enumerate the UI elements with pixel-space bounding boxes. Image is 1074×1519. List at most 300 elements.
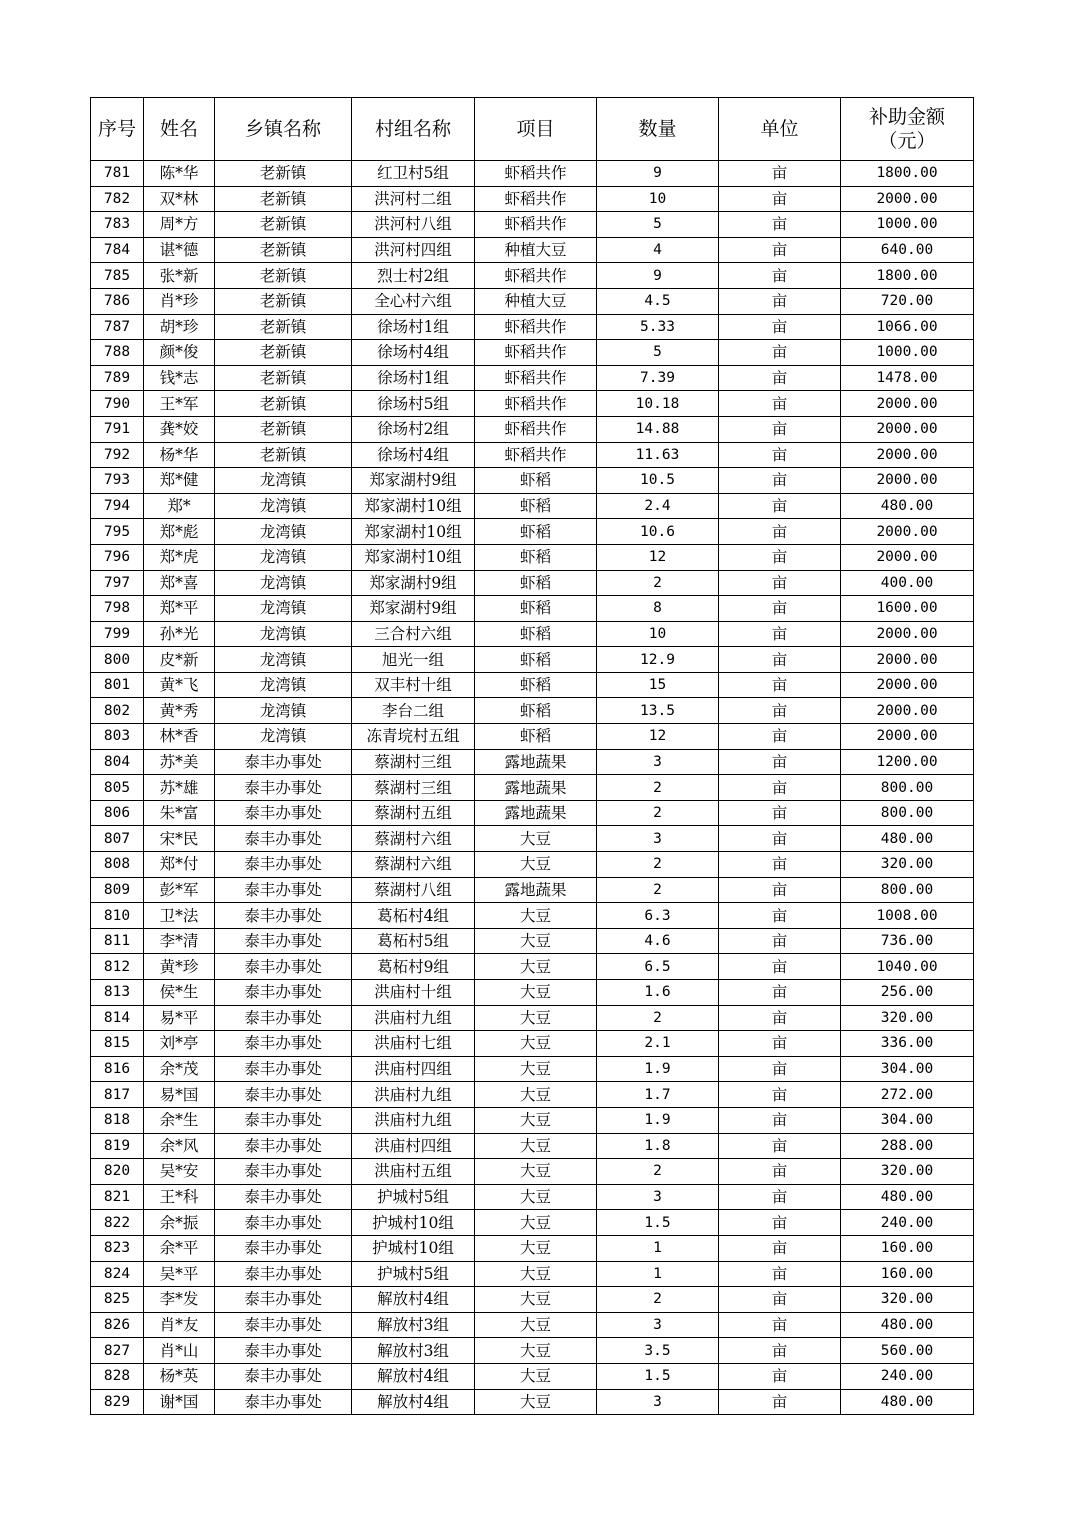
cell-index: 819 (91, 1133, 144, 1159)
cell-index: 782 (91, 186, 144, 212)
subsidy-sheet (90, 97, 974, 1415)
cell-village-group: 解放村3组 (352, 1338, 475, 1364)
table-row (91, 1312, 974, 1338)
table-row (91, 928, 974, 954)
cell-quantity: 2 (597, 1159, 719, 1185)
cell-village-group: 徐场村1组 (352, 365, 475, 391)
cell-town: 龙湾镇 (215, 621, 352, 647)
cell-quantity: 1.8 (597, 1133, 719, 1159)
cell-amount: 2000.00 (841, 391, 974, 417)
table-row (91, 903, 974, 929)
cell-quantity: 2 (597, 800, 719, 826)
cell-project: 大豆 (475, 1312, 597, 1338)
cell-town: 龙湾镇 (215, 724, 352, 750)
cell-quantity: 4 (597, 237, 719, 263)
cell-name: 宋*民 (144, 826, 215, 852)
cell-quantity: 8 (597, 596, 719, 622)
cell-village-group: 洪庙村四组 (352, 1056, 475, 1082)
header-project: 项目 (475, 98, 597, 161)
cell-village-group: 双丰村十组 (352, 672, 475, 698)
cell-village-group: 全心村六组 (352, 288, 475, 314)
cell-project: 虾稻共作 (475, 161, 597, 187)
cell-village-group: 蔡湖村八组 (352, 877, 475, 903)
cell-quantity: 3 (597, 1184, 719, 1210)
cell-index: 826 (91, 1312, 144, 1338)
cell-name: 郑*彪 (144, 519, 215, 545)
cell-village-group: 徐场村4组 (352, 442, 475, 468)
cell-village-group: 徐场村5组 (352, 391, 475, 417)
cell-quantity: 2 (597, 852, 719, 878)
cell-quantity: 1.7 (597, 1082, 719, 1108)
cell-village-group: 护城村5组 (352, 1261, 475, 1287)
cell-index: 805 (91, 775, 144, 801)
cell-amount: 2000.00 (841, 468, 974, 494)
cell-quantity: 6.3 (597, 903, 719, 929)
cell-project: 大豆 (475, 1159, 597, 1185)
cell-project: 露地蔬果 (475, 749, 597, 775)
cell-amount: 160.00 (841, 1235, 974, 1261)
cell-village-group: 护城村10组 (352, 1210, 475, 1236)
cell-amount: 2000.00 (841, 621, 974, 647)
cell-project: 虾稻 (475, 698, 597, 724)
cell-unit: 亩 (719, 1082, 841, 1108)
cell-town: 龙湾镇 (215, 519, 352, 545)
cell-quantity: 10.5 (597, 468, 719, 494)
cell-project: 虾稻 (475, 570, 597, 596)
cell-project: 虾稻共作 (475, 391, 597, 417)
cell-amount: 2000.00 (841, 698, 974, 724)
cell-village-group: 洪河村二组 (352, 186, 475, 212)
cell-unit: 亩 (719, 1159, 841, 1185)
cell-index: 829 (91, 1389, 144, 1415)
table-row (91, 544, 974, 570)
cell-amount: 1008.00 (841, 903, 974, 929)
cell-name: 周*方 (144, 212, 215, 238)
cell-village-group: 徐场村1组 (352, 314, 475, 340)
cell-name: 李*清 (144, 928, 215, 954)
table-row (91, 1082, 974, 1108)
cell-amount: 240.00 (841, 1210, 974, 1236)
cell-town: 泰丰办事处 (215, 1210, 352, 1236)
cell-index: 812 (91, 954, 144, 980)
cell-project: 大豆 (475, 1056, 597, 1082)
header-index: 序号 (91, 98, 144, 161)
cell-index: 799 (91, 621, 144, 647)
cell-quantity: 1.9 (597, 1056, 719, 1082)
cell-index: 813 (91, 980, 144, 1006)
cell-quantity: 1.9 (597, 1107, 719, 1133)
cell-index: 821 (91, 1184, 144, 1210)
table-row (91, 1287, 974, 1313)
header-subsidy-amount: 补助金额 （元） (841, 98, 974, 161)
cell-town: 泰丰办事处 (215, 903, 352, 929)
cell-project: 虾稻共作 (475, 186, 597, 212)
cell-unit: 亩 (719, 237, 841, 263)
cell-index: 796 (91, 544, 144, 570)
cell-amount: 320.00 (841, 852, 974, 878)
table-row (91, 365, 974, 391)
table-row (91, 1389, 974, 1415)
table-row (91, 263, 974, 289)
cell-name: 肖*珍 (144, 288, 215, 314)
cell-name: 余*生 (144, 1107, 215, 1133)
cell-name: 郑*喜 (144, 570, 215, 596)
cell-amount: 800.00 (841, 800, 974, 826)
cell-village-group: 解放村4组 (352, 1363, 475, 1389)
cell-index: 822 (91, 1210, 144, 1236)
cell-town: 泰丰办事处 (215, 1261, 352, 1287)
cell-unit: 亩 (719, 1056, 841, 1082)
cell-village-group: 旭光一组 (352, 647, 475, 673)
cell-unit: 亩 (719, 365, 841, 391)
cell-project: 大豆 (475, 1287, 597, 1313)
cell-index: 815 (91, 1031, 144, 1057)
table-row (91, 647, 974, 673)
cell-town: 龙湾镇 (215, 596, 352, 622)
cell-town: 老新镇 (215, 416, 352, 442)
cell-quantity: 5 (597, 212, 719, 238)
cell-index: 795 (91, 519, 144, 545)
table-row (91, 621, 974, 647)
cell-town: 老新镇 (215, 365, 352, 391)
cell-name: 郑*健 (144, 468, 215, 494)
cell-project: 大豆 (475, 1261, 597, 1287)
cell-quantity: 3 (597, 826, 719, 852)
cell-amount: 1200.00 (841, 749, 974, 775)
cell-quantity: 3 (597, 749, 719, 775)
cell-name: 余*茂 (144, 1056, 215, 1082)
cell-village-group: 解放村3组 (352, 1312, 475, 1338)
cell-name: 吴*平 (144, 1261, 215, 1287)
cell-quantity: 2 (597, 877, 719, 903)
cell-town: 龙湾镇 (215, 672, 352, 698)
cell-unit: 亩 (719, 468, 841, 494)
cell-name: 苏*美 (144, 749, 215, 775)
cell-village-group: 洪河村八组 (352, 212, 475, 238)
cell-name: 杨*英 (144, 1363, 215, 1389)
cell-project: 虾稻 (475, 544, 597, 570)
header-town: 乡镇名称 (215, 98, 352, 161)
cell-index: 814 (91, 1005, 144, 1031)
cell-amount: 736.00 (841, 928, 974, 954)
cell-amount: 640.00 (841, 237, 974, 263)
cell-town: 泰丰办事处 (215, 980, 352, 1006)
cell-index: 791 (91, 416, 144, 442)
cell-quantity: 10 (597, 621, 719, 647)
cell-unit: 亩 (719, 1107, 841, 1133)
cell-name: 刘*亭 (144, 1031, 215, 1057)
cell-index: 797 (91, 570, 144, 596)
cell-amount: 2000.00 (841, 724, 974, 750)
cell-amount: 1800.00 (841, 263, 974, 289)
cell-project: 虾稻共作 (475, 416, 597, 442)
cell-index: 785 (91, 263, 144, 289)
cell-village-group: 洪庙村九组 (352, 1082, 475, 1108)
cell-index: 827 (91, 1338, 144, 1364)
table-row (91, 1261, 974, 1287)
cell-index: 790 (91, 391, 144, 417)
cell-unit: 亩 (719, 724, 841, 750)
cell-village-group: 郑家湖村10组 (352, 493, 475, 519)
cell-quantity: 11.63 (597, 442, 719, 468)
cell-quantity: 13.5 (597, 698, 719, 724)
cell-name: 朱*富 (144, 800, 215, 826)
cell-name: 郑*虎 (144, 544, 215, 570)
cell-town: 龙湾镇 (215, 647, 352, 673)
cell-project: 大豆 (475, 1363, 597, 1389)
cell-amount: 1000.00 (841, 212, 974, 238)
table-row (91, 416, 974, 442)
cell-amount: 2000.00 (841, 672, 974, 698)
table-row (91, 954, 974, 980)
cell-town: 龙湾镇 (215, 570, 352, 596)
cell-project: 大豆 (475, 852, 597, 878)
cell-quantity: 4.6 (597, 928, 719, 954)
cell-quantity: 14.88 (597, 416, 719, 442)
cell-unit: 亩 (719, 314, 841, 340)
cell-unit: 亩 (719, 698, 841, 724)
cell-project: 虾稻共作 (475, 212, 597, 238)
cell-project: 大豆 (475, 1107, 597, 1133)
table-row (91, 391, 974, 417)
cell-town: 泰丰办事处 (215, 1159, 352, 1185)
cell-amount: 1040.00 (841, 954, 974, 980)
table-row (91, 519, 974, 545)
cell-village-group: 洪庙村四组 (352, 1133, 475, 1159)
cell-village-group: 洪庙村十组 (352, 980, 475, 1006)
cell-unit: 亩 (719, 1287, 841, 1313)
cell-amount: 1066.00 (841, 314, 974, 340)
cell-town: 老新镇 (215, 212, 352, 238)
table-row (91, 1056, 974, 1082)
cell-amount: 2000.00 (841, 416, 974, 442)
cell-index: 818 (91, 1107, 144, 1133)
cell-amount: 160.00 (841, 1261, 974, 1287)
cell-unit: 亩 (719, 903, 841, 929)
cell-project: 种植大豆 (475, 288, 597, 314)
cell-village-group: 护城村10组 (352, 1235, 475, 1261)
cell-quantity: 1.6 (597, 980, 719, 1006)
cell-town: 龙湾镇 (215, 544, 352, 570)
cell-amount: 240.00 (841, 1363, 974, 1389)
cell-village-group: 红卫村5组 (352, 161, 475, 187)
cell-index: 807 (91, 826, 144, 852)
cell-quantity: 7.39 (597, 365, 719, 391)
cell-project: 大豆 (475, 1210, 597, 1236)
cell-project: 露地蔬果 (475, 877, 597, 903)
cell-index: 809 (91, 877, 144, 903)
cell-unit: 亩 (719, 596, 841, 622)
cell-unit: 亩 (719, 340, 841, 366)
cell-quantity: 12.9 (597, 647, 719, 673)
cell-village-group: 蔡湖村三组 (352, 775, 475, 801)
cell-village-group: 护城村5组 (352, 1184, 475, 1210)
table-row (91, 852, 974, 878)
cell-name: 郑* (144, 493, 215, 519)
cell-name: 王*军 (144, 391, 215, 417)
table-row (91, 672, 974, 698)
cell-village-group: 徐场村2组 (352, 416, 475, 442)
cell-quantity: 2.4 (597, 493, 719, 519)
cell-unit: 亩 (719, 1363, 841, 1389)
table-row (91, 1133, 974, 1159)
cell-name: 杨*华 (144, 442, 215, 468)
cell-unit: 亩 (719, 544, 841, 570)
cell-village-group: 蔡湖村三组 (352, 749, 475, 775)
cell-village-group: 蔡湖村五组 (352, 800, 475, 826)
cell-name: 黄*秀 (144, 698, 215, 724)
table-row (91, 161, 974, 187)
cell-unit: 亩 (719, 1338, 841, 1364)
cell-village-group: 解放村4组 (352, 1287, 475, 1313)
table-row (91, 288, 974, 314)
cell-name: 谢*国 (144, 1389, 215, 1415)
cell-unit: 亩 (719, 186, 841, 212)
cell-name: 王*科 (144, 1184, 215, 1210)
cell-village-group: 洪庙村九组 (352, 1107, 475, 1133)
cell-village-group: 郑家湖村10组 (352, 544, 475, 570)
table-row (91, 698, 974, 724)
cell-name: 黄*珍 (144, 954, 215, 980)
cell-name: 双*林 (144, 186, 215, 212)
cell-index: 823 (91, 1235, 144, 1261)
cell-name: 易*国 (144, 1082, 215, 1108)
cell-amount: 2000.00 (841, 519, 974, 545)
cell-quantity: 9 (597, 263, 719, 289)
cell-name: 卫*法 (144, 903, 215, 929)
table-row (91, 775, 974, 801)
cell-index: 804 (91, 749, 144, 775)
cell-project: 虾稻 (475, 468, 597, 494)
cell-quantity: 2 (597, 570, 719, 596)
cell-quantity: 3 (597, 1389, 719, 1415)
cell-unit: 亩 (719, 877, 841, 903)
cell-town: 泰丰办事处 (215, 1235, 352, 1261)
cell-name: 张*新 (144, 263, 215, 289)
cell-village-group: 冻青垸村五组 (352, 724, 475, 750)
cell-unit: 亩 (719, 954, 841, 980)
cell-village-group: 蔡湖村六组 (352, 852, 475, 878)
cell-name: 谌*德 (144, 237, 215, 263)
cell-unit: 亩 (719, 1210, 841, 1236)
cell-unit: 亩 (719, 826, 841, 852)
header-row (91, 98, 974, 161)
cell-town: 泰丰办事处 (215, 1133, 352, 1159)
cell-project: 虾稻共作 (475, 340, 597, 366)
cell-amount: 304.00 (841, 1056, 974, 1082)
cell-name: 皮*新 (144, 647, 215, 673)
cell-village-group: 郑家湖村9组 (352, 596, 475, 622)
cell-name: 郑*付 (144, 852, 215, 878)
cell-quantity: 1 (597, 1261, 719, 1287)
cell-index: 817 (91, 1082, 144, 1108)
table-row (91, 1107, 974, 1133)
cell-index: 792 (91, 442, 144, 468)
cell-project: 虾稻 (475, 647, 597, 673)
cell-amount: 272.00 (841, 1082, 974, 1108)
cell-amount: 320.00 (841, 1005, 974, 1031)
cell-amount: 304.00 (841, 1107, 974, 1133)
cell-index: 789 (91, 365, 144, 391)
cell-index: 811 (91, 928, 144, 954)
cell-name: 胡*珍 (144, 314, 215, 340)
table-row (91, 1338, 974, 1364)
table-row (91, 442, 974, 468)
cell-name: 肖*友 (144, 1312, 215, 1338)
cell-town: 泰丰办事处 (215, 1107, 352, 1133)
cell-town: 老新镇 (215, 186, 352, 212)
cell-amount: 256.00 (841, 980, 974, 1006)
cell-town: 泰丰办事处 (215, 1389, 352, 1415)
cell-amount: 2000.00 (841, 544, 974, 570)
cell-unit: 亩 (719, 288, 841, 314)
cell-index: 786 (91, 288, 144, 314)
table-row (91, 1210, 974, 1236)
cell-unit: 亩 (719, 749, 841, 775)
cell-village-group: 葛柘村4组 (352, 903, 475, 929)
cell-project: 露地蔬果 (475, 775, 597, 801)
cell-town: 老新镇 (215, 391, 352, 417)
cell-unit: 亩 (719, 493, 841, 519)
cell-village-group: 洪庙村九组 (352, 1005, 475, 1031)
cell-name: 钱*志 (144, 365, 215, 391)
cell-project: 虾稻 (475, 672, 597, 698)
cell-project: 虾稻 (475, 596, 597, 622)
cell-quantity: 2 (597, 1005, 719, 1031)
cell-village-group: 洪庙村七组 (352, 1031, 475, 1057)
table-row (91, 186, 974, 212)
cell-amount: 800.00 (841, 775, 974, 801)
cell-project: 大豆 (475, 1133, 597, 1159)
table-row (91, 800, 974, 826)
cell-town: 泰丰办事处 (215, 1338, 352, 1364)
cell-name: 吴*安 (144, 1159, 215, 1185)
table-row (91, 212, 974, 238)
cell-name: 余*平 (144, 1235, 215, 1261)
cell-town: 泰丰办事处 (215, 877, 352, 903)
cell-quantity: 3.5 (597, 1338, 719, 1364)
cell-quantity: 2 (597, 1287, 719, 1313)
table-row (91, 493, 974, 519)
cell-project: 大豆 (475, 1184, 597, 1210)
cell-quantity: 2 (597, 775, 719, 801)
cell-town: 龙湾镇 (215, 468, 352, 494)
cell-index: 783 (91, 212, 144, 238)
table-row (91, 724, 974, 750)
cell-quantity: 9 (597, 161, 719, 187)
table-row (91, 1005, 974, 1031)
cell-index: 798 (91, 596, 144, 622)
cell-unit: 亩 (719, 621, 841, 647)
cell-index: 816 (91, 1056, 144, 1082)
cell-unit: 亩 (719, 1389, 841, 1415)
cell-town: 泰丰办事处 (215, 928, 352, 954)
cell-project: 虾稻 (475, 724, 597, 750)
table-row (91, 468, 974, 494)
cell-project: 大豆 (475, 1031, 597, 1057)
cell-unit: 亩 (719, 161, 841, 187)
cell-index: 808 (91, 852, 144, 878)
cell-unit: 亩 (719, 852, 841, 878)
cell-town: 泰丰办事处 (215, 1287, 352, 1313)
cell-amount: 480.00 (841, 1312, 974, 1338)
cell-name: 苏*雄 (144, 775, 215, 801)
cell-amount: 480.00 (841, 826, 974, 852)
cell-amount: 400.00 (841, 570, 974, 596)
cell-village-group: 葛柘村9组 (352, 954, 475, 980)
cell-town: 泰丰办事处 (215, 1312, 352, 1338)
cell-amount: 720.00 (841, 288, 974, 314)
